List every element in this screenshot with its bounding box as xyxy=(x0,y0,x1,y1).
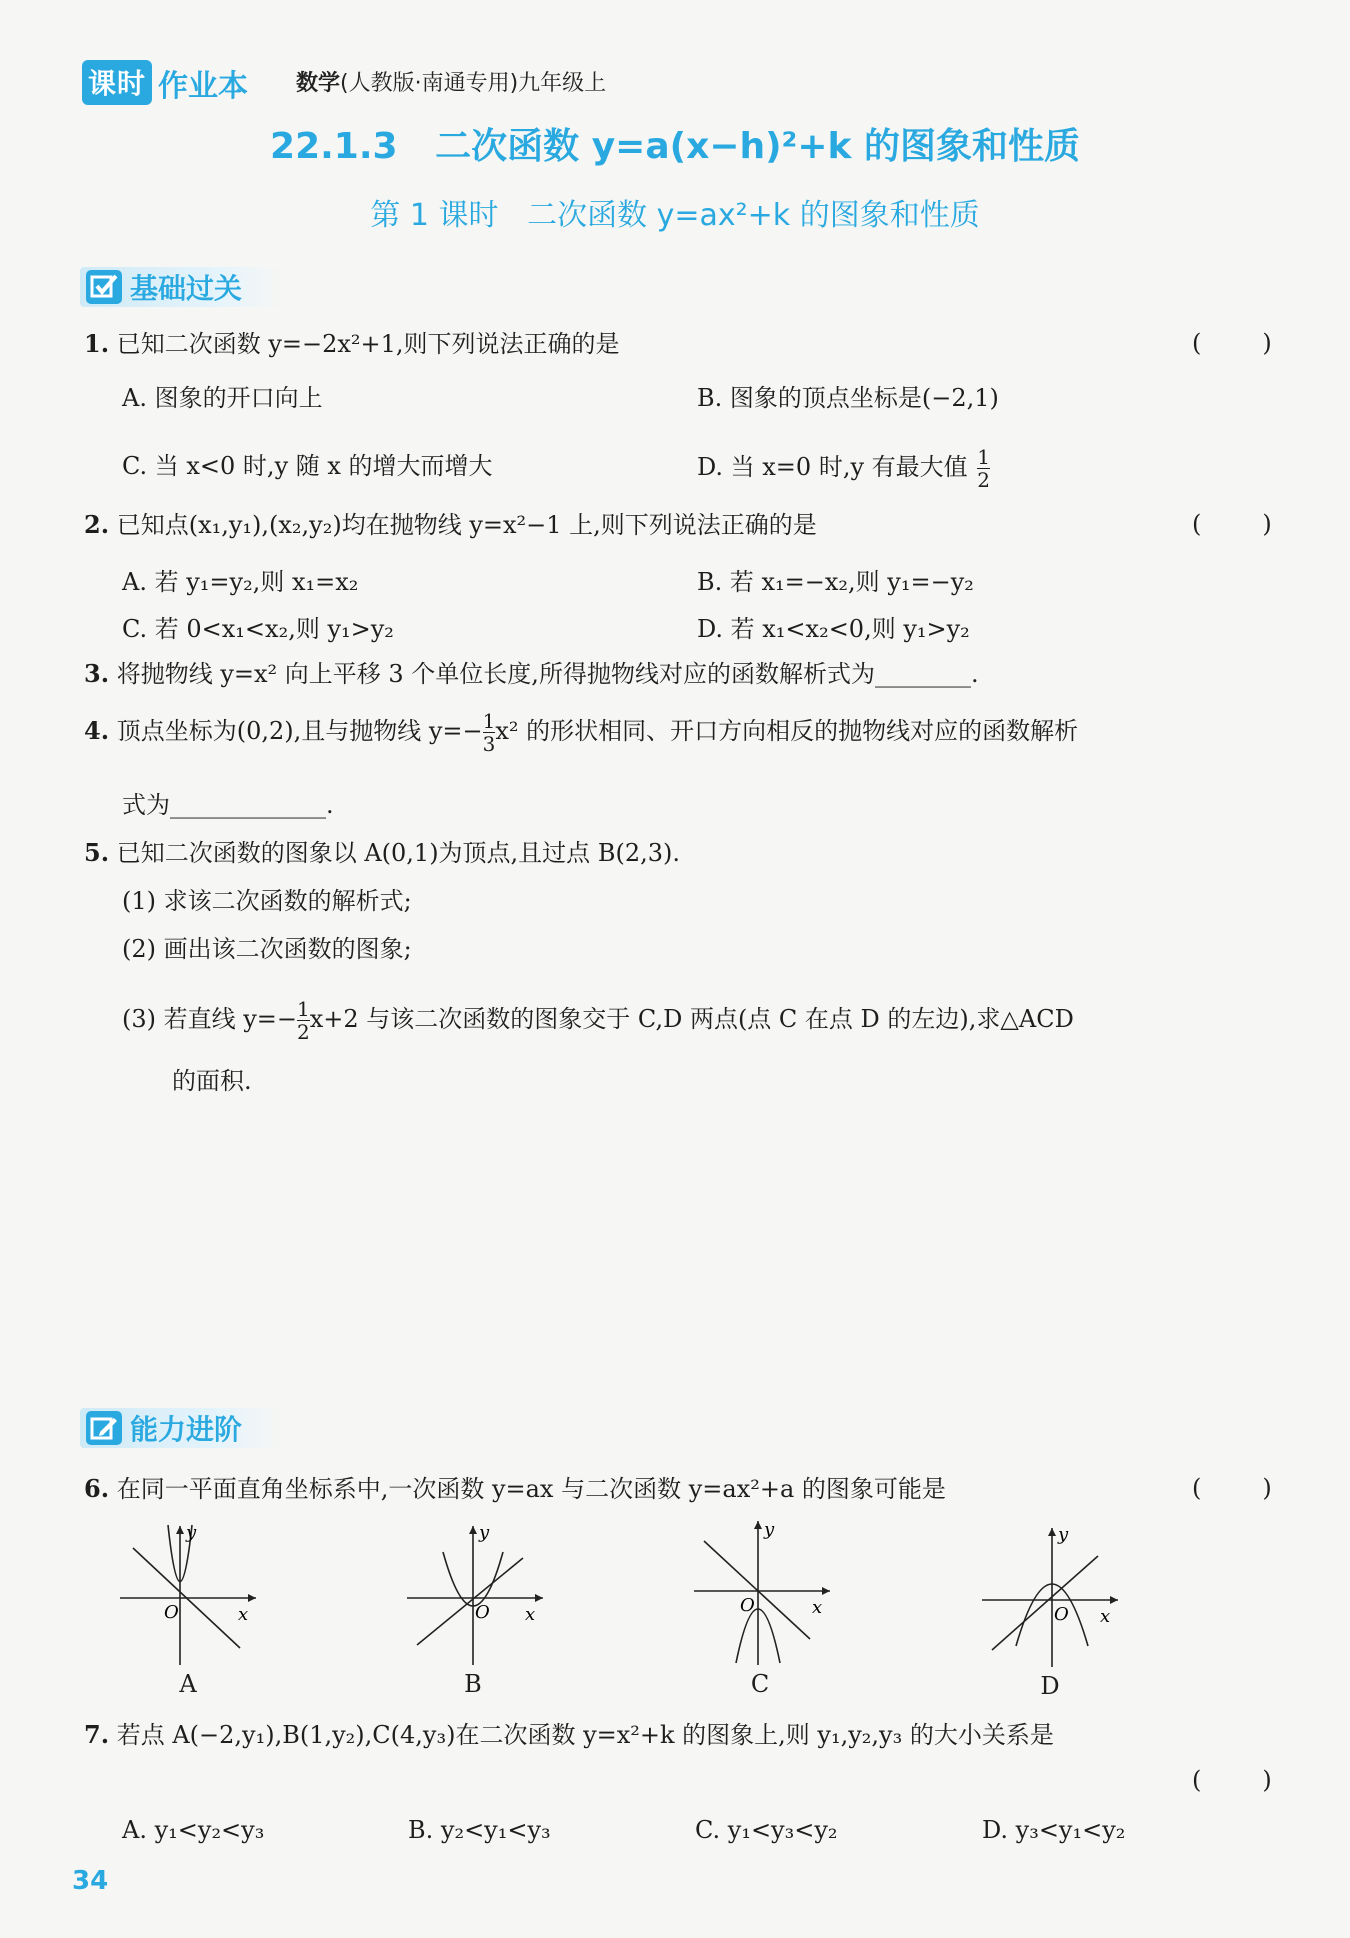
answer-paren-6[interactable]: ( ) xyxy=(1192,1474,1272,1502)
subject: 数学 xyxy=(296,71,341,96)
answer-paren-2[interactable]: ( ) xyxy=(1192,510,1272,538)
q2-option-d[interactable]: D. 若 x₁<x₂<0,则 y₁>y₂ xyxy=(697,615,970,643)
graph-d-label: D xyxy=(1040,1672,1060,1700)
section-basic-label: 基础过关 xyxy=(130,272,243,305)
svg-text:y: y xyxy=(1058,1524,1069,1545)
q2-option-b[interactable]: B. 若 x₁=−x₂,则 y₁=−y₂ xyxy=(697,568,974,596)
fraction-one-third: $\frac{1}{3}$ xyxy=(482,709,496,756)
question-5-part-1: (1) 求该二次函数的解析式; xyxy=(122,887,412,915)
question-7: 7. 若点 A(−2,y₁),B(1,y₂),C(4,y₃)在二次函数 y=x²+k 的图象上,则 y₁,y₂,y₃ 的大小关系是 xyxy=(84,1720,1054,1749)
graph-option-b[interactable] xyxy=(405,1520,545,1700)
question-7-text: 若点 A(−2,y₁),B(1,y₂),C(4,y₃)在二次函数 y=x²+k 的图象上,则 y₁,y₂,y₃ 的大小关系是 xyxy=(116,1721,1054,1749)
graph-option-d[interactable] xyxy=(980,1522,1120,1702)
graph-a-label: A xyxy=(179,1670,197,1698)
q7-option-c[interactable]: C. y₁<y₃<y₂ xyxy=(695,1816,838,1844)
brand xyxy=(82,60,248,105)
question-5-part-3-continued: 的面积. xyxy=(172,1067,252,1095)
svg-text:O: O xyxy=(475,1602,490,1623)
graph-option-a[interactable] xyxy=(118,1520,258,1700)
section-advanced-label: 能力进阶 xyxy=(130,1413,243,1446)
fraction-one-half: $\frac{1}{2}$ xyxy=(977,445,991,492)
svg-text:O: O xyxy=(164,1602,179,1623)
answer-paren-1[interactable]: ( ) xyxy=(1192,329,1272,357)
graph-b-label: B xyxy=(464,1670,482,1698)
q1-option-b[interactable]: B. 图象的顶点坐标是(−2,1) xyxy=(697,384,999,412)
svg-text:x: x xyxy=(525,1604,536,1625)
section-advanced xyxy=(80,1408,282,1448)
question-4: 4. 顶点坐标为(0,2),且与抛物线 y=− $\frac{1}{3}$ x² 的形状相同、开口方向相反的抛物线对应的函数解析 xyxy=(84,709,1079,756)
question-4-continued: 式为_____________. xyxy=(122,791,334,819)
svg-text:O: O xyxy=(1054,1604,1069,1625)
question-5-text: 已知二次函数的图象以 A(0,1)为顶点,且过点 B(2,3). xyxy=(116,839,680,867)
svg-text:x: x xyxy=(812,1597,823,1618)
question-6-text: 在同一平面直角坐标系中,一次函数 y=ax 与二次函数 y=ax²+a 的图象可能是 xyxy=(116,1475,946,1503)
q7-option-d[interactable]: D. y₃<y₁<y₂ xyxy=(982,1816,1126,1844)
q1-option-a[interactable]: A. 图象的开口向上 xyxy=(122,384,323,412)
graph-a-plot xyxy=(118,1520,258,1670)
q2-option-c[interactable]: C. 若 0<x₁<x₂,则 y₁>y₂ xyxy=(122,615,394,643)
q1-option-c[interactable]: C. 当 x<0 时,y 随 x 的增大而增大 xyxy=(122,452,493,480)
svg-text:x: x xyxy=(238,1604,249,1625)
book-edition: (人教版·南通专用)九年级上 xyxy=(340,71,607,96)
svg-text:x: x xyxy=(1100,1606,1111,1627)
graph-c-plot xyxy=(692,1515,832,1670)
graph-b-plot xyxy=(405,1520,545,1670)
question-5-part-3: (3) 若直线 y=− $\frac{1}{2}$ x+2 与该二次函数的图象交于 C,D 两点(点 C 在点 D 的左边),求△ACD xyxy=(122,997,1074,1044)
answer-paren-7[interactable]: ( ) xyxy=(1192,1766,1272,1794)
question-2-text: 已知点(x₁,y₁),(x₂,y₂)均在抛物线 y=x²−1 上,则下列说法正确的是 xyxy=(116,511,817,539)
brand-logo: 课时 xyxy=(82,60,152,105)
svg-text:y: y xyxy=(186,1522,197,1543)
svg-text:O: O xyxy=(740,1595,755,1616)
q7-option-a[interactable]: A. y₁<y₂<y₃ xyxy=(122,1816,265,1844)
lesson-title: 第 1 课时 二次函数 y=ax²+k 的图象和性质 xyxy=(370,198,980,233)
section-title: 22.1.3 二次函数 y=a(x−h)²+k 的图象和性质 xyxy=(270,126,1080,167)
svg-text:y: y xyxy=(764,1519,775,1540)
q7-option-b[interactable]: B. y₂<y₁<y₃ xyxy=(408,1816,551,1844)
pencil-note-icon xyxy=(86,1411,122,1445)
question-3-text: 将抛物线 y=x² 向上平移 3 个单位长度,所得抛物线对应的函数解析式为________. xyxy=(116,660,979,688)
question-5: 5. 已知二次函数的图象以 A(0,1)为顶点,且过点 B(2,3). xyxy=(84,838,680,867)
question-2: 2. 已知点(x₁,y₁),(x₂,y₂)均在抛物线 y=x²−1 上,则下列说法正确的是 xyxy=(84,510,817,539)
fraction-one-half-2: $\frac{1}{2}$ xyxy=(297,997,310,1044)
graph-option-c[interactable] xyxy=(692,1515,832,1700)
section-basic xyxy=(80,267,282,307)
graph-c-label: C xyxy=(750,1670,770,1698)
question-3: 3. 将抛物线 y=x² 向上平移 3 个单位长度,所得抛物线对应的函数解析式为________. xyxy=(84,659,979,688)
question-1: 1. 已知二次函数 y=−2x²+1,则下列说法正确的是 xyxy=(84,329,620,358)
question-6: 6. 在同一平面直角坐标系中,一次函数 y=ax 与二次函数 y=ax²+a 的图象可能是 xyxy=(84,1474,946,1503)
q1-option-d[interactable]: D. 当 x=0 时,y 有最大值 $\frac{1}{2}$ xyxy=(697,445,991,492)
checkbox-icon xyxy=(86,270,122,304)
question-1-text: 已知二次函数 y=−2x²+1,则下列说法正确的是 xyxy=(116,330,620,358)
page-number: 34 xyxy=(72,1866,109,1896)
graph-d-plot xyxy=(980,1522,1120,1672)
svg-text:y: y xyxy=(479,1522,490,1543)
book-info xyxy=(296,66,606,97)
brand-name: 作业本 xyxy=(158,68,249,104)
question-5-part-2: (2) 画出该二次函数的图象; xyxy=(122,935,412,963)
q2-option-a[interactable]: A. 若 y₁=y₂,则 x₁=x₂ xyxy=(122,568,359,596)
